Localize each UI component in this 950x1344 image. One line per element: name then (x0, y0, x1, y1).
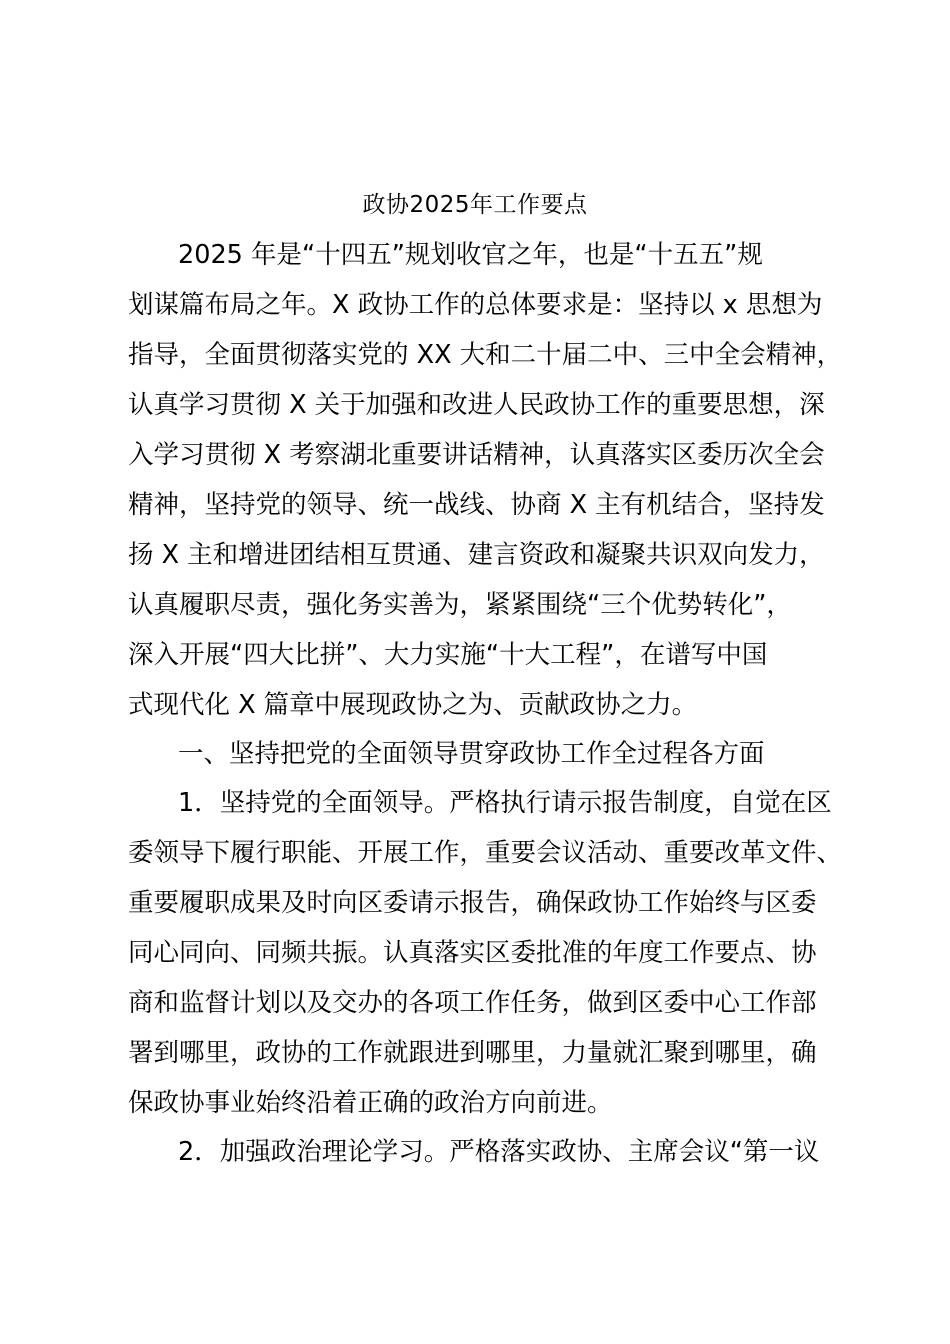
body-line: 委领导下履行职能、开展工作，重要会议活动、重要改革文件、 (128, 838, 843, 868)
body-line: 指导，全面贯彻落实党的 XX 大和二十届二中、三中全会精神， (128, 340, 843, 370)
body-line: 认真履职尽责，强化务实善为，紧紧围绕“三个优势转化”， (128, 590, 792, 620)
body-line: 入学习贯彻 X 考察湖北重要讲话精神，认真落实区委历次全会 (128, 440, 825, 470)
body-line: 划谋篇布局之年。X 政协工作的总体要求是：坚持以 x 思想为 (128, 290, 823, 320)
body-line: 保政协事业始终沿着正确的政治方向前进。 (128, 1088, 613, 1118)
body-line: 1．坚持党的全面领导。严格执行请示报告制度，自觉在区 (178, 788, 832, 818)
body-line: 商和监督计划以及交办的各项工作任务，做到区委中心工作部 (128, 988, 817, 1018)
body-line: 重要履职成果及时向区委请示报告，确保政协工作始终与区委 (128, 888, 817, 918)
body-line: 深入开展“四大比拼”、大力实施“十大工程”，在谱写中国 (128, 640, 768, 670)
body-line: 精神，坚持党的领导、统一战线、协商 X 主有机结合，坚持发 (128, 490, 825, 520)
body-line: 认真学习贯彻 X 关于加强和改进人民政协工作的重要思想，深 (128, 390, 825, 420)
body-line: 同心同向、同频共振。认真落实区委批准的年度工作要点、协 (128, 938, 817, 968)
body-line: 2．加强政治理论学习。严格落实政协、主席会议“第一议 (178, 1137, 820, 1167)
body-line: 扬 X 主和增进团结相互贯通、建言资政和凝聚共识双向发力， (128, 540, 825, 570)
document-title: 政协2025年工作要点 (362, 192, 588, 218)
body-line: 2025 年是“十四五”规划收官之年，也是“十五五”规 (178, 240, 763, 270)
body-line: 式现代化 X 篇章中展现政协之为、贡献政协之力。 (128, 690, 698, 720)
body-line: 署到哪里，政协的工作就跟进到哪里，力量就汇聚到哪里，确 (128, 1038, 817, 1068)
section-heading: 一、坚持把党的全面领导贯穿政协工作全过程各方面 (178, 739, 765, 769)
